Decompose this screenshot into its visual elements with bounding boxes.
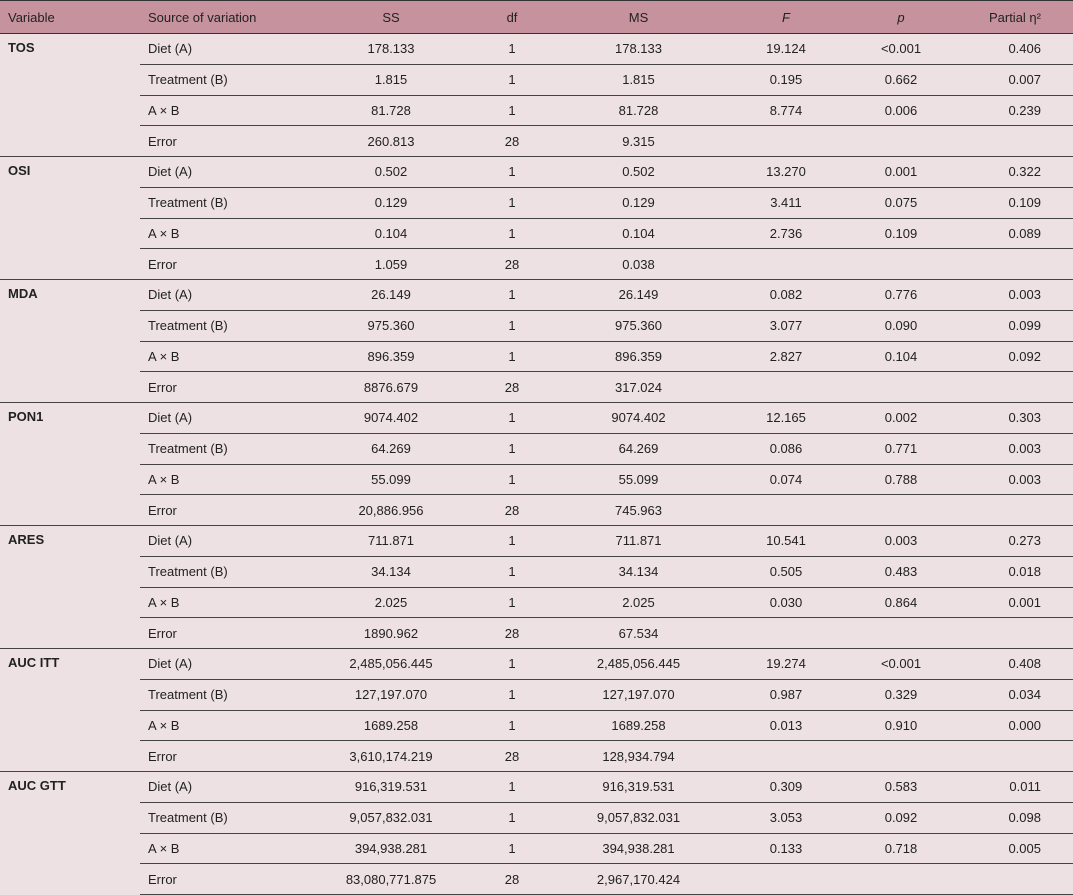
ss-cell: 1890.962 — [310, 618, 472, 649]
ss-cell: 127,197.070 — [310, 679, 472, 710]
partial-eta-cell: 0.003 — [955, 433, 1073, 464]
source-cell: A × B — [140, 341, 310, 372]
ms-cell: 9074.402 — [552, 403, 725, 434]
partial-eta-cell: 0.098 — [955, 802, 1073, 833]
variable-name: AUC ITT — [0, 649, 140, 772]
variable-name: OSI — [0, 157, 140, 280]
ms-cell: 745.963 — [552, 495, 725, 526]
ss-cell: 9,057,832.031 — [310, 802, 472, 833]
table-row — [0, 95, 1073, 126]
source-cell: Diet (A) — [140, 772, 310, 803]
header-row — [0, 1, 1073, 34]
ms-cell: 178.133 — [552, 34, 725, 65]
f-cell: 0.195 — [725, 64, 847, 95]
partial-eta-cell: 0.099 — [955, 310, 1073, 341]
partial-eta-cell: 0.408 — [955, 649, 1073, 680]
p-cell: 0.075 — [847, 187, 955, 218]
table-row — [0, 341, 1073, 372]
ss-cell: 711.871 — [310, 526, 472, 557]
source-cell: A × B — [140, 710, 310, 741]
header-partial-eta: Partial η² — [955, 1, 1073, 34]
ss-cell: 3,610,174.219 — [310, 741, 472, 772]
table-row — [0, 679, 1073, 710]
ss-cell: 1689.258 — [310, 710, 472, 741]
partial-eta-cell: 0.239 — [955, 95, 1073, 126]
f-cell: 0.987 — [725, 679, 847, 710]
f-cell: 3.053 — [725, 802, 847, 833]
df-cell: 28 — [472, 249, 552, 280]
p-cell: 0.090 — [847, 310, 955, 341]
partial-eta-cell — [955, 372, 1073, 403]
ms-cell: 26.149 — [552, 280, 725, 311]
table-row — [0, 495, 1073, 526]
p-cell — [847, 126, 955, 157]
df-cell: 1 — [472, 679, 552, 710]
p-cell: 0.092 — [847, 802, 955, 833]
source-cell: A × B — [140, 587, 310, 618]
ms-cell: 896.359 — [552, 341, 725, 372]
partial-eta-cell: 0.034 — [955, 679, 1073, 710]
f-cell: 8.774 — [725, 95, 847, 126]
p-cell: 0.104 — [847, 341, 955, 372]
f-cell — [725, 495, 847, 526]
ms-cell: 394,938.281 — [552, 833, 725, 864]
header-p: p — [847, 1, 955, 34]
df-cell: 1 — [472, 218, 552, 249]
source-cell: Error — [140, 372, 310, 403]
partial-eta-cell: 0.406 — [955, 34, 1073, 65]
table-row — [0, 649, 1073, 680]
ms-cell: 9,057,832.031 — [552, 802, 725, 833]
ms-cell: 128,934.794 — [552, 741, 725, 772]
f-cell — [725, 741, 847, 772]
f-cell: 3.411 — [725, 187, 847, 218]
ms-cell: 2,967,170.424 — [552, 864, 725, 895]
partial-eta-cell: 0.109 — [955, 187, 1073, 218]
p-cell — [847, 372, 955, 403]
table-row — [0, 433, 1073, 464]
df-cell: 1 — [472, 64, 552, 95]
ss-cell: 2.025 — [310, 587, 472, 618]
df-cell: 1 — [472, 833, 552, 864]
p-cell: 0.718 — [847, 833, 955, 864]
p-cell: <0.001 — [847, 649, 955, 680]
f-cell: 12.165 — [725, 403, 847, 434]
source-cell: Treatment (B) — [140, 556, 310, 587]
partial-eta-cell — [955, 495, 1073, 526]
df-cell: 1 — [472, 772, 552, 803]
partial-eta-cell: 0.003 — [955, 280, 1073, 311]
table-row — [0, 34, 1073, 65]
f-cell: 0.309 — [725, 772, 847, 803]
p-cell — [847, 495, 955, 526]
ss-cell: 81.728 — [310, 95, 472, 126]
p-cell: 0.910 — [847, 710, 955, 741]
table-body — [0, 34, 1073, 895]
p-cell — [847, 741, 955, 772]
partial-eta-cell — [955, 741, 1073, 772]
source-cell: Error — [140, 618, 310, 649]
df-cell: 1 — [472, 280, 552, 311]
ss-cell: 8876.679 — [310, 372, 472, 403]
table-row — [0, 741, 1073, 772]
ms-cell: 127,197.070 — [552, 679, 725, 710]
p-cell: 0.788 — [847, 464, 955, 495]
ss-cell: 2,485,056.445 — [310, 649, 472, 680]
header-df: df — [472, 1, 552, 34]
ss-cell: 394,938.281 — [310, 833, 472, 864]
variable-name: AUC GTT — [0, 772, 140, 895]
table-row — [0, 772, 1073, 803]
header-ss: SS — [310, 1, 472, 34]
f-cell: 3.077 — [725, 310, 847, 341]
partial-eta-cell: 0.089 — [955, 218, 1073, 249]
ss-cell: 1.815 — [310, 64, 472, 95]
p-cell: 0.662 — [847, 64, 955, 95]
ss-cell: 64.269 — [310, 433, 472, 464]
p-cell: 0.864 — [847, 587, 955, 618]
partial-eta-cell — [955, 618, 1073, 649]
ms-cell: 975.360 — [552, 310, 725, 341]
df-cell: 1 — [472, 157, 552, 188]
source-cell: Error — [140, 741, 310, 772]
ms-cell: 0.129 — [552, 187, 725, 218]
ms-cell: 2.025 — [552, 587, 725, 618]
ss-cell: 0.129 — [310, 187, 472, 218]
f-cell — [725, 864, 847, 895]
source-cell: Error — [140, 495, 310, 526]
table-row — [0, 526, 1073, 557]
table-row — [0, 187, 1073, 218]
source-cell: Treatment (B) — [140, 187, 310, 218]
f-cell: 0.082 — [725, 280, 847, 311]
df-cell: 28 — [472, 126, 552, 157]
df-cell: 28 — [472, 372, 552, 403]
ss-cell: 34.134 — [310, 556, 472, 587]
df-cell: 1 — [472, 403, 552, 434]
source-cell: Error — [140, 249, 310, 280]
df-cell: 1 — [472, 310, 552, 341]
ms-cell: 64.269 — [552, 433, 725, 464]
p-cell: 0.776 — [847, 280, 955, 311]
ss-cell: 9074.402 — [310, 403, 472, 434]
source-cell: Diet (A) — [140, 34, 310, 65]
table-row — [0, 249, 1073, 280]
table-row — [0, 218, 1073, 249]
table-row — [0, 802, 1073, 833]
partial-eta-cell: 0.000 — [955, 710, 1073, 741]
f-cell: 0.074 — [725, 464, 847, 495]
table-row — [0, 64, 1073, 95]
df-cell: 1 — [472, 95, 552, 126]
partial-eta-cell: 0.018 — [955, 556, 1073, 587]
table-row — [0, 157, 1073, 188]
p-cell: <0.001 — [847, 34, 955, 65]
p-cell: 0.006 — [847, 95, 955, 126]
source-cell: Treatment (B) — [140, 433, 310, 464]
source-cell: Diet (A) — [140, 649, 310, 680]
p-cell — [847, 618, 955, 649]
df-cell: 1 — [472, 649, 552, 680]
table-row — [0, 280, 1073, 311]
ms-cell: 55.099 — [552, 464, 725, 495]
source-cell: Diet (A) — [140, 403, 310, 434]
partial-eta-cell: 0.001 — [955, 587, 1073, 618]
df-cell: 1 — [472, 34, 552, 65]
source-cell: A × B — [140, 218, 310, 249]
df-cell: 1 — [472, 433, 552, 464]
ss-cell: 20,886.956 — [310, 495, 472, 526]
table-row — [0, 556, 1073, 587]
header-source: Source of variation — [140, 1, 310, 34]
p-cell: 0.001 — [847, 157, 955, 188]
variable-name: MDA — [0, 280, 140, 403]
partial-eta-cell — [955, 864, 1073, 895]
df-cell: 28 — [472, 864, 552, 895]
f-cell — [725, 126, 847, 157]
table-row — [0, 864, 1073, 895]
p-cell: 0.109 — [847, 218, 955, 249]
source-cell: Treatment (B) — [140, 802, 310, 833]
table-row — [0, 710, 1073, 741]
partial-eta-cell: 0.007 — [955, 64, 1073, 95]
source-cell: Treatment (B) — [140, 64, 310, 95]
table-row — [0, 126, 1073, 157]
ss-cell: 55.099 — [310, 464, 472, 495]
partial-eta-cell: 0.303 — [955, 403, 1073, 434]
df-cell: 1 — [472, 710, 552, 741]
partial-eta-cell: 0.092 — [955, 341, 1073, 372]
table-row — [0, 833, 1073, 864]
ms-cell: 0.104 — [552, 218, 725, 249]
source-cell: A × B — [140, 464, 310, 495]
header-f: F — [725, 1, 847, 34]
partial-eta-cell: 0.005 — [955, 833, 1073, 864]
df-cell: 1 — [472, 341, 552, 372]
df-cell: 1 — [472, 556, 552, 587]
f-cell — [725, 618, 847, 649]
df-cell: 1 — [472, 526, 552, 557]
ss-cell: 916,319.531 — [310, 772, 472, 803]
f-cell: 13.270 — [725, 157, 847, 188]
ms-cell: 1689.258 — [552, 710, 725, 741]
f-cell: 2.827 — [725, 341, 847, 372]
f-cell: 0.133 — [725, 833, 847, 864]
partial-eta-cell: 0.003 — [955, 464, 1073, 495]
ss-cell: 975.360 — [310, 310, 472, 341]
ms-cell: 1.815 — [552, 64, 725, 95]
source-cell: Diet (A) — [140, 280, 310, 311]
ss-cell: 260.813 — [310, 126, 472, 157]
partial-eta-cell: 0.011 — [955, 772, 1073, 803]
source-cell: Diet (A) — [140, 157, 310, 188]
p-cell: 0.002 — [847, 403, 955, 434]
header-variable: Variable — [0, 1, 140, 34]
f-cell: 0.086 — [725, 433, 847, 464]
ms-cell: 317.024 — [552, 372, 725, 403]
source-cell: Diet (A) — [140, 526, 310, 557]
df-cell: 1 — [472, 464, 552, 495]
f-cell: 10.541 — [725, 526, 847, 557]
variable-name: TOS — [0, 34, 140, 157]
variable-name: ARES — [0, 526, 140, 649]
table-row — [0, 403, 1073, 434]
source-cell: Error — [140, 126, 310, 157]
source-cell: Error — [140, 864, 310, 895]
table-row — [0, 618, 1073, 649]
f-cell: 0.013 — [725, 710, 847, 741]
df-cell: 1 — [472, 802, 552, 833]
p-cell — [847, 864, 955, 895]
header-ms: MS — [552, 1, 725, 34]
p-cell: 0.003 — [847, 526, 955, 557]
ms-cell: 81.728 — [552, 95, 725, 126]
table-row — [0, 310, 1073, 341]
f-cell: 0.030 — [725, 587, 847, 618]
table-row — [0, 464, 1073, 495]
df-cell: 28 — [472, 495, 552, 526]
f-cell — [725, 249, 847, 280]
p-cell: 0.771 — [847, 433, 955, 464]
ss-cell: 896.359 — [310, 341, 472, 372]
ss-cell: 178.133 — [310, 34, 472, 65]
partial-eta-cell — [955, 126, 1073, 157]
p-cell — [847, 249, 955, 280]
source-cell: A × B — [140, 833, 310, 864]
p-cell: 0.583 — [847, 772, 955, 803]
partial-eta-cell: 0.273 — [955, 526, 1073, 557]
ms-cell: 916,319.531 — [552, 772, 725, 803]
table-row — [0, 587, 1073, 618]
df-cell: 28 — [472, 741, 552, 772]
source-cell: Treatment (B) — [140, 310, 310, 341]
ms-cell: 67.534 — [552, 618, 725, 649]
ms-cell: 0.038 — [552, 249, 725, 280]
f-cell — [725, 372, 847, 403]
f-cell: 0.505 — [725, 556, 847, 587]
source-cell: Treatment (B) — [140, 679, 310, 710]
variable-name: PON1 — [0, 403, 140, 526]
f-cell: 19.124 — [725, 34, 847, 65]
p-cell: 0.483 — [847, 556, 955, 587]
ss-cell: 0.104 — [310, 218, 472, 249]
p-cell: 0.329 — [847, 679, 955, 710]
df-cell: 1 — [472, 187, 552, 218]
f-cell: 2.736 — [725, 218, 847, 249]
ms-cell: 711.871 — [552, 526, 725, 557]
ss-cell: 1.059 — [310, 249, 472, 280]
partial-eta-cell — [955, 249, 1073, 280]
ms-cell: 2,485,056.445 — [552, 649, 725, 680]
ss-cell: 26.149 — [310, 280, 472, 311]
ms-cell: 9.315 — [552, 126, 725, 157]
ms-cell: 0.502 — [552, 157, 725, 188]
df-cell: 1 — [472, 587, 552, 618]
ss-cell: 0.502 — [310, 157, 472, 188]
df-cell: 28 — [472, 618, 552, 649]
table-row — [0, 372, 1073, 403]
ms-cell: 34.134 — [552, 556, 725, 587]
partial-eta-cell: 0.322 — [955, 157, 1073, 188]
source-cell: A × B — [140, 95, 310, 126]
ss-cell: 83,080,771.875 — [310, 864, 472, 895]
f-cell: 19.274 — [725, 649, 847, 680]
